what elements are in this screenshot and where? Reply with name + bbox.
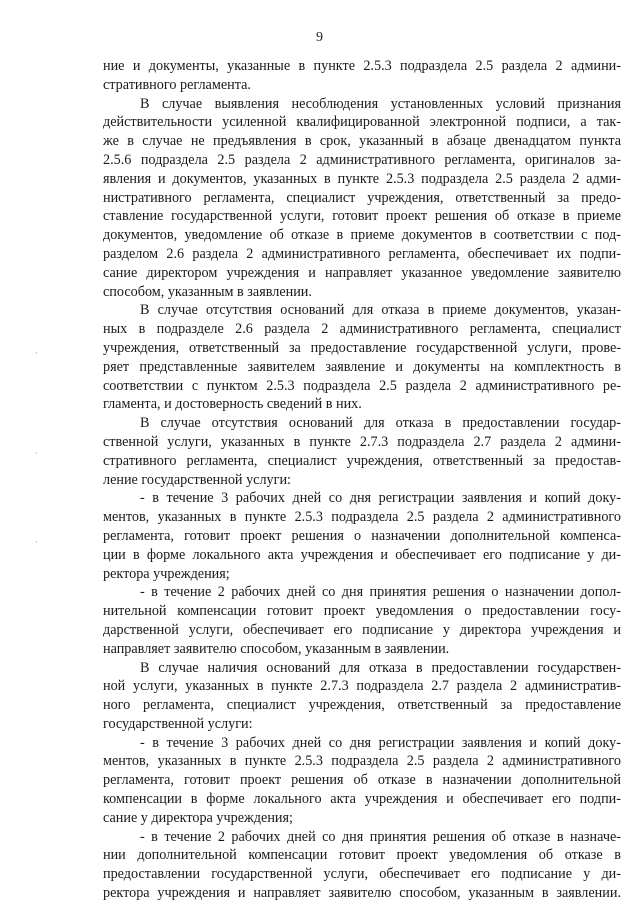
paragraph-first-line: В случае наличия оснований для отказа в предоставлении государствен- xyxy=(140,659,621,676)
text-line: 2.5.6 подраздела 2.5 раздела 2 административного регламента, оригиналов за- xyxy=(103,151,621,168)
margin-scan-mark: · xyxy=(35,348,38,358)
paragraph-first-line: В случае отсутствия оснований для отказа в предоставлении государ- xyxy=(140,415,621,432)
page-number: 9 xyxy=(316,30,323,45)
list-item-first-line: - в течение 3 рабочих дней со дня регистрации заявления и копий доку- xyxy=(140,734,621,751)
text-line: нии дополнительной компенсации готовит проект уведомления об отказе в xyxy=(103,847,621,864)
text-line: ректора учреждения; xyxy=(103,565,230,582)
margin-scan-mark: · xyxy=(35,448,38,458)
text-line: ментов, указанных в пункте 2.5.3 подраздела 2.5 раздела 2 административного xyxy=(103,509,621,526)
text-line: соответствии с пунктом 2.5.3 подраздела 2.5 раздела 2 административного ре- xyxy=(103,377,621,394)
text-line: предоставлении государственной услуги, обеспечивает его подписание у ди- xyxy=(103,866,621,883)
paragraph-first-line: В случае выявления несоблюдения установленных условий признания xyxy=(140,95,621,112)
text-line: нительной компенсации готовит проект уведомления о предоставлении госу- xyxy=(103,603,621,620)
text-line: разделом 2.6 раздела 2 административного регламента, обеспечивает их подпи- xyxy=(103,245,621,262)
list-item-first-line: - в течение 2 рабочих дней со дня принятия решения об отказе в назначе- xyxy=(140,828,621,845)
text-line: ние и документы, указанные в пункте 2.5.3 подраздела 2.5 раздела 2 админи- xyxy=(103,58,621,74)
text-line: сание у директора учреждения; xyxy=(103,809,293,826)
text-line: сание директором учреждения и направляет указанное уведомление заявителю xyxy=(103,264,621,281)
text-line: компенсации в форме локального акта учреждения и обеспечивает его подпи- xyxy=(103,791,621,808)
text-line: направляет заявителю способом, указанным в заявлении. xyxy=(103,640,450,657)
text-line: действительности усиленной квалифицированной электронной подписи, а так- xyxy=(103,114,621,131)
text-line: ных в подразделе 2.6 раздела 2 административного регламента, специалист xyxy=(103,321,621,338)
paragraph-first-line: В случае отсутствия оснований для отказа в приеме документов, указан- xyxy=(140,302,621,319)
text-line: государственной услуги: xyxy=(103,715,253,732)
text-line: учреждения, ответственный за предоставление государственной услуги, прове- xyxy=(103,339,621,356)
text-line: ного регламента, специалист учреждения, ответственный за предоставление xyxy=(103,697,621,714)
text-line: ции в форме локального акта учреждения и обеспечивает его подписание у ди- xyxy=(103,546,621,563)
text-line: ректора учреждения и направляет заявителю способом, указанным в заявлении. xyxy=(103,885,621,902)
text-line: явления и документов, указанных в пункте 2.5.3 подраздела 2.5 раздела 2 адми- xyxy=(103,170,621,187)
text-line: ной услуги, указанных в пункте 2.7.3 подраздела 2.7 раздела 2 административ- xyxy=(103,678,621,695)
list-item-first-line: - в течение 3 рабочих дней со дня регистрации заявления и копий доку- xyxy=(140,490,621,507)
text-line: ление государственной услуги: xyxy=(103,471,291,488)
list-item-first-line: - в течение 2 рабочих дней со дня принятия решения о назначении допол- xyxy=(140,584,621,601)
text-line: стративного регламента. xyxy=(103,76,251,93)
text-line: регламента, готовит проект решения об отказе в назначении дополнительной xyxy=(103,772,621,789)
margin-scan-mark: · xyxy=(35,537,38,547)
text-line: способом, указанным в заявлении. xyxy=(103,283,312,300)
text-line: ственной услуги, указанных в пункте 2.7.3 подраздела 2.7 раздела 2 админи- xyxy=(103,433,621,450)
text-line: дарственной услуги, обеспечивает его подписание у директора учреждения и xyxy=(103,621,621,638)
text-line: документов, уведомление об отказе в приеме документов в соответствии с под- xyxy=(103,227,621,244)
text-line: же в случае не предъявления в срок, указанный в абзаце двенадцатом пункта xyxy=(103,133,621,150)
text-line: ряет представленные заявителем заявление и документы на комплектность в xyxy=(103,358,621,375)
document-body xyxy=(103,57,621,903)
text-line: ментов, указанных в пункте 2.5.3 подраздела 2.5 раздела 2 административного xyxy=(103,753,621,770)
text-line: нистративного регламента, специалист учреждения, ответственный за предо- xyxy=(103,189,621,206)
text-line: гламента, и достоверность сведений в них. xyxy=(103,396,362,413)
text-line: стративного регламента, специалист учреждения, ответственный за предостав- xyxy=(103,452,621,469)
text-line: регламента, готовит проект решения о назначении дополнительной компенса- xyxy=(103,527,621,544)
text-line: ставление государственной услуги, готовит проект решения об отказе в приеме xyxy=(103,208,621,225)
